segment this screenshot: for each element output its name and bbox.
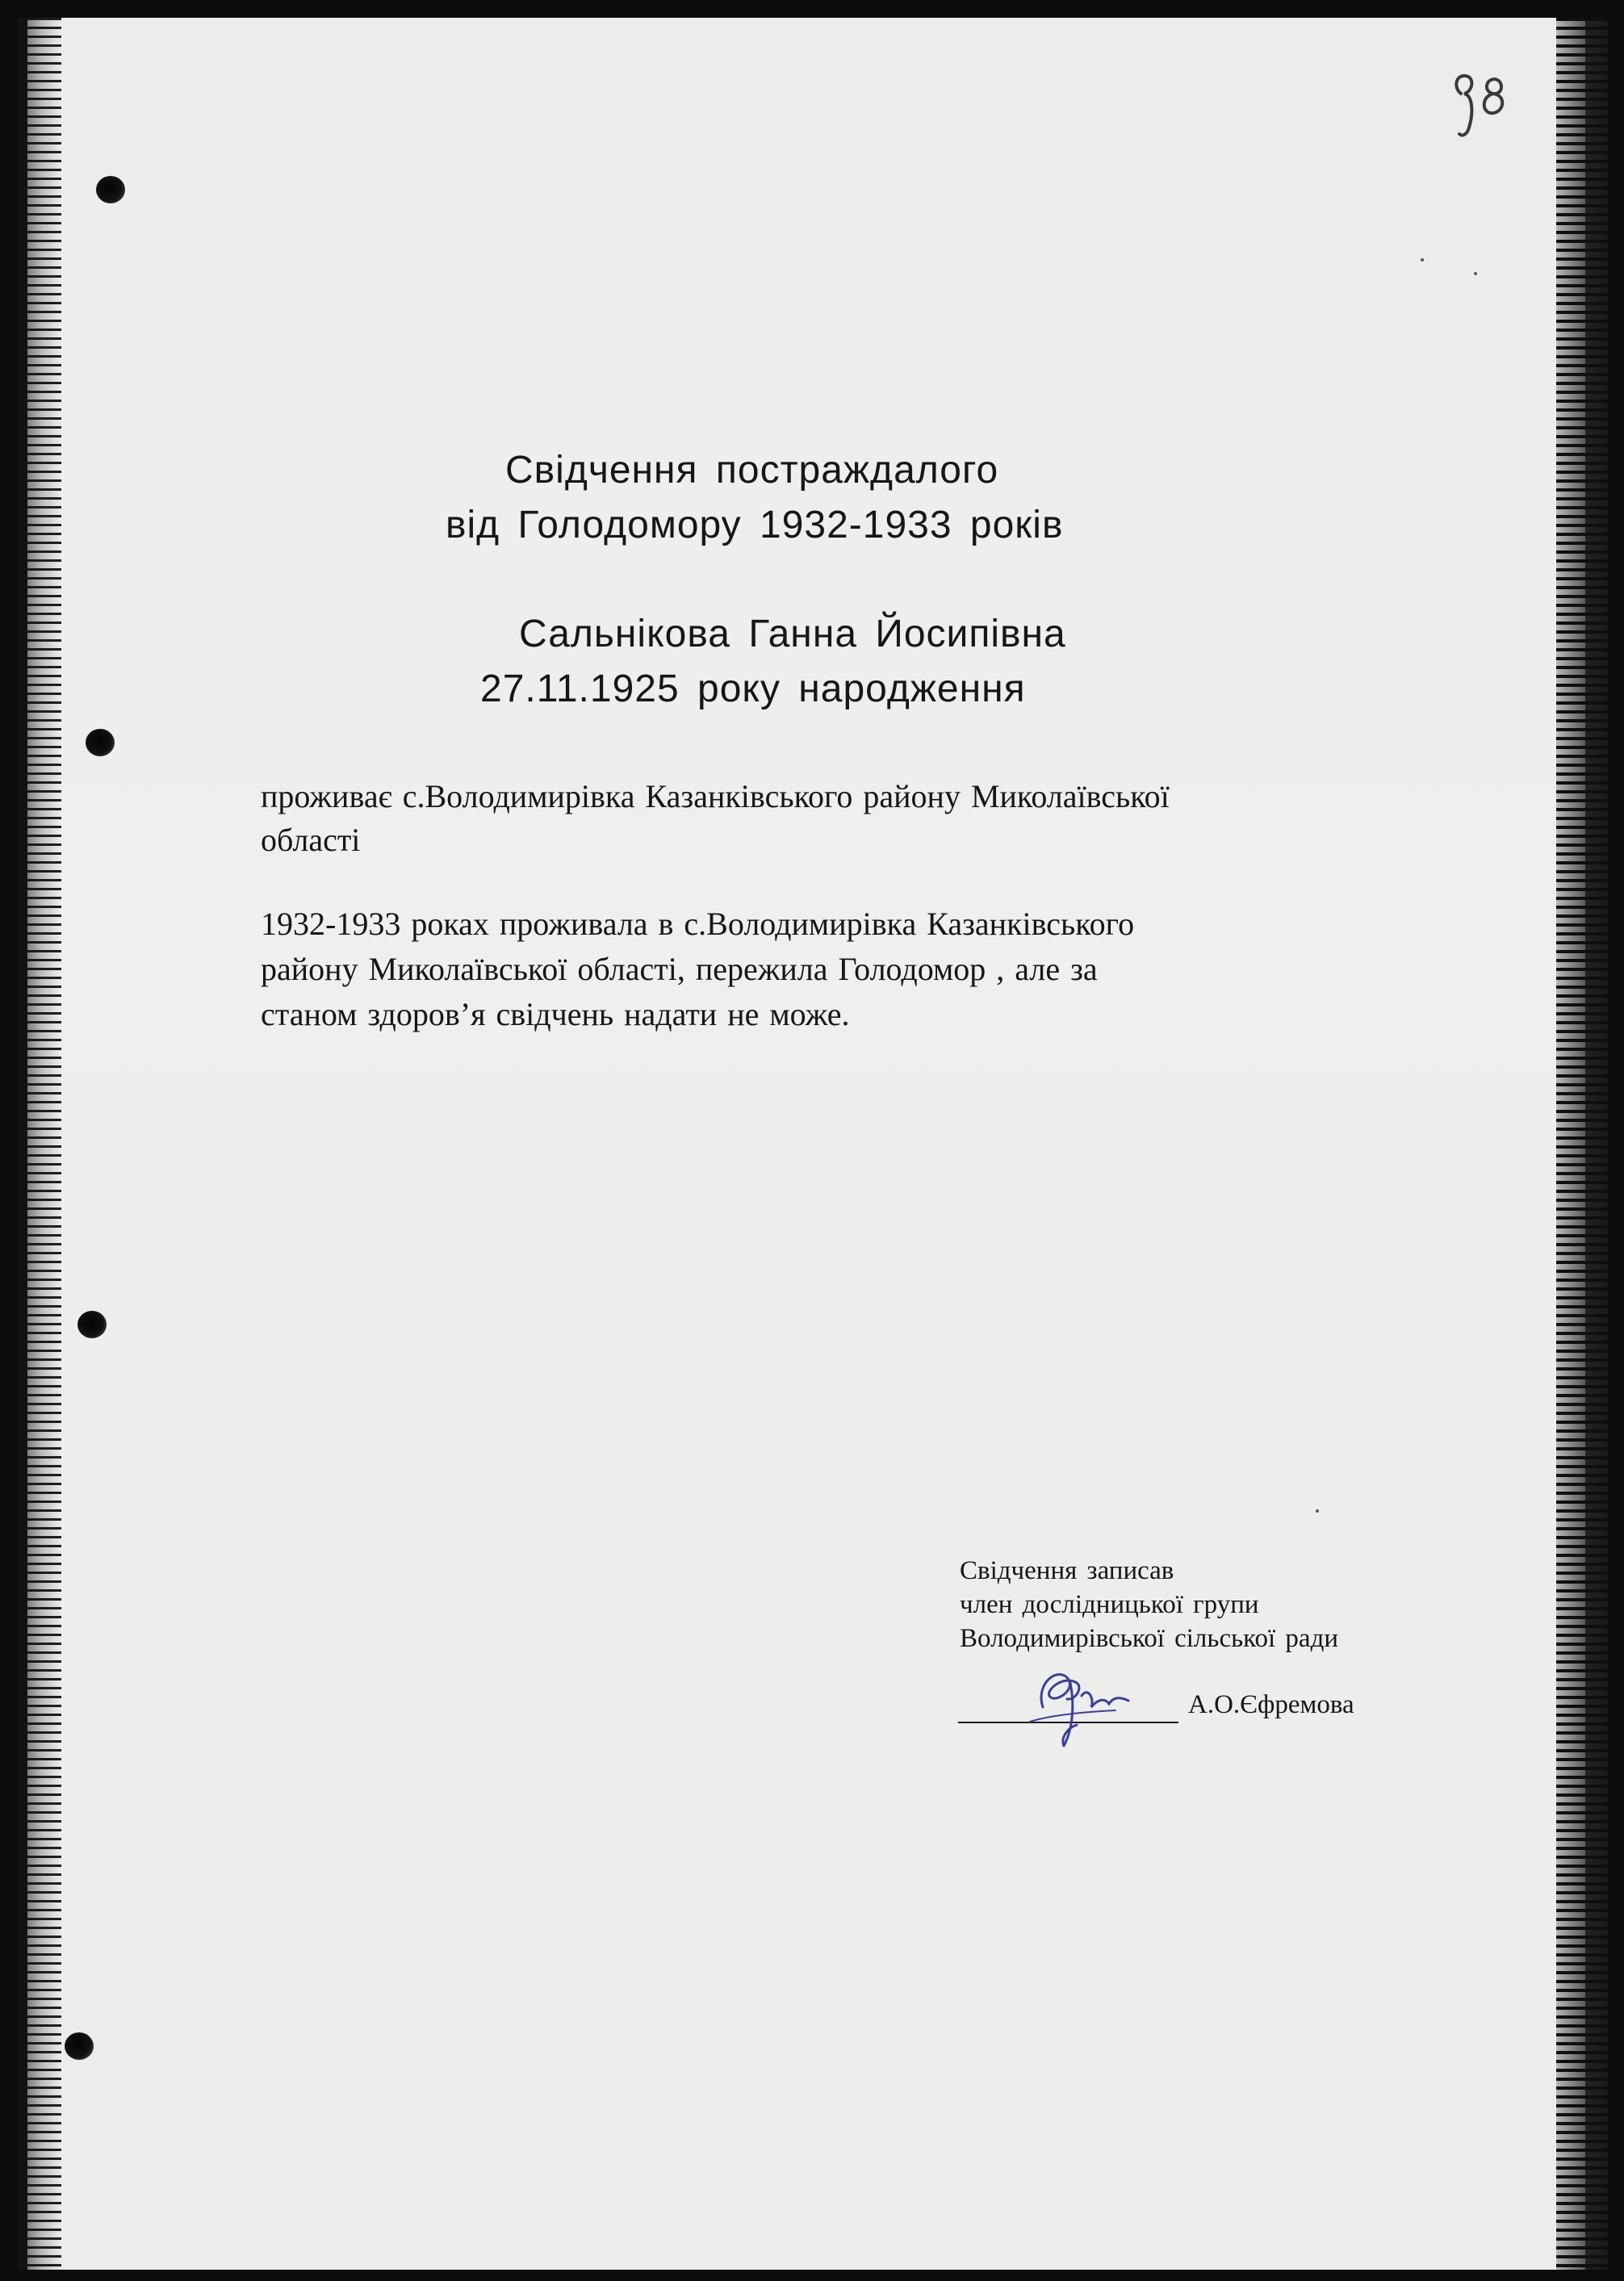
punch-hole [77,1311,107,1338]
left-scanner-edge [18,18,61,2270]
handwritten-page-number [1445,63,1534,152]
recorder-line-3: Володимирівської сільської ради [960,1624,1339,1653]
residence-line-2: області [261,822,361,858]
title-line-2: від Голодомору 1932-1933 років [446,504,1064,546]
person-name: Сальнікова Ганна Йосипівна [519,613,1066,655]
right-scanner-edge [1556,18,1608,2270]
testimony-line-2: району Миколаївської області, пережила Голодомор , але за [261,951,1098,987]
punch-hole [65,2032,94,2060]
handwritten-signature [1019,1651,1140,1752]
paper-speck [1421,258,1424,262]
punch-hole [86,729,115,756]
recorder-line-1: Свідчення записав [960,1556,1174,1585]
residence-line-1: проживає с.Володимирівка Казанківського району Миколаївської [261,778,1170,814]
paper-sheet [27,18,1585,2270]
testimony-line-3: станом здоров’я свідчень надати не може. [261,996,850,1032]
paper-speck [1316,1509,1319,1513]
paper-speck [1474,272,1477,275]
birth-date: 27.11.1925 року народження [480,668,1026,710]
title-line-1: Свідчення постраждалого [505,449,999,492]
recorder-line-2: член дослідницької групи [960,1590,1259,1619]
testimony-line-1: 1932-1933 роках проживала в с.Володимирівка Казанківського [261,906,1135,942]
recorder-name: А.О.Єфремова [1188,1690,1354,1719]
punch-hole [96,176,125,203]
